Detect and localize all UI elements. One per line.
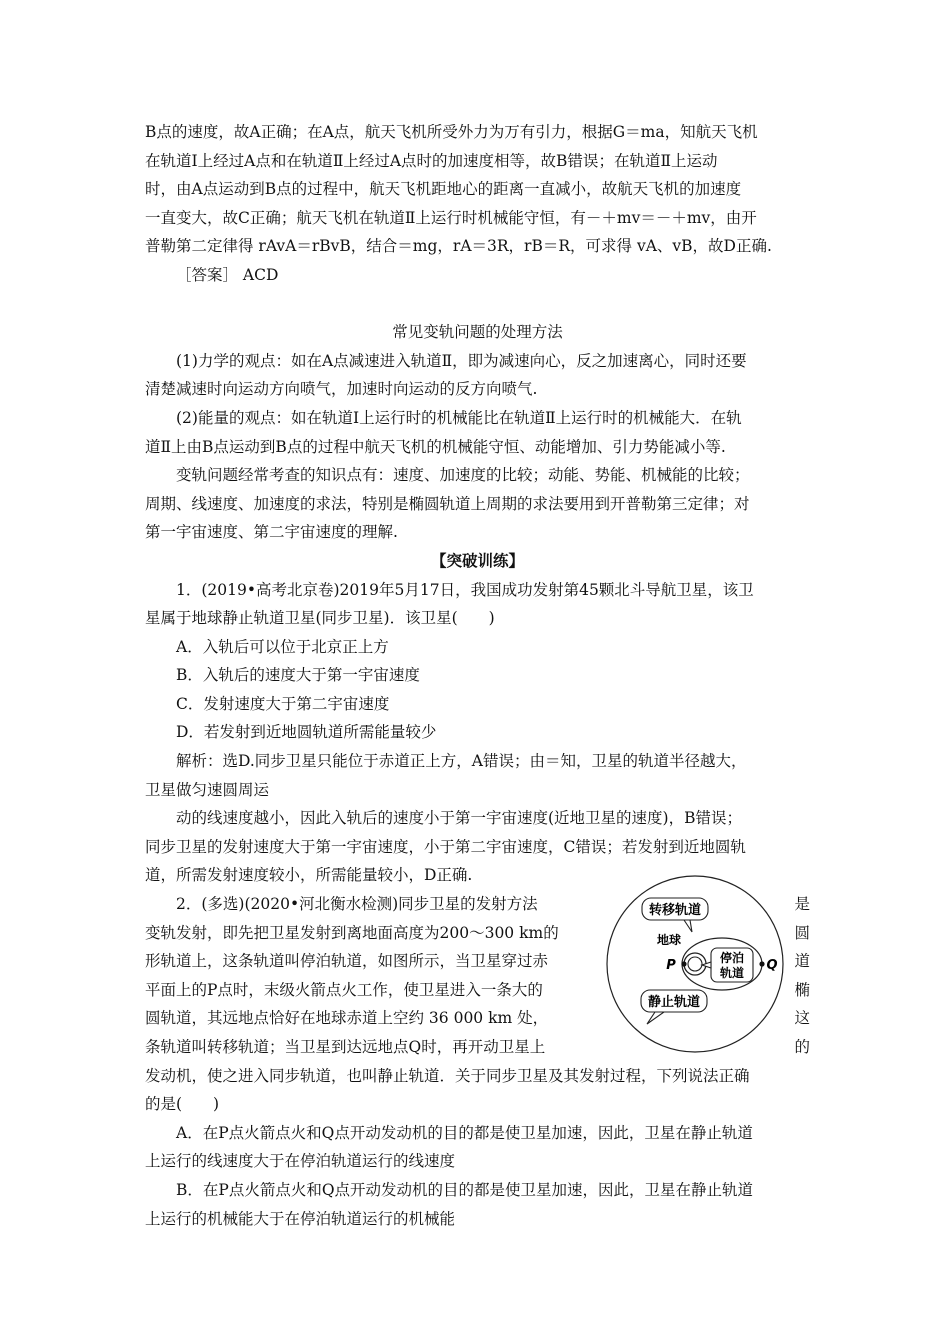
paragraph-1 bbox=[145, 118, 810, 261]
text-line: 清楚减速时向运动方向喷气，加速时向运动的反方向喷气. bbox=[145, 380, 538, 399]
option-b: B．入轨后的速度大于第一宇宙速度 bbox=[176, 666, 420, 685]
stem-right: 的 bbox=[794, 1038, 810, 1056]
label-p: P bbox=[666, 958, 676, 973]
analysis: 道，所需发射速度较小，所需能量较小，D正确. bbox=[145, 866, 473, 885]
question-stem: 的是( ) bbox=[145, 1095, 220, 1114]
analysis: 解析：选D.同步卫星只能位于赤道正上方，A错误；由＝知，卫星的轨道半径越大， bbox=[176, 752, 747, 771]
label-static-orbit: 静止轨道 bbox=[647, 995, 701, 1010]
stem-left: 平面上的P点时，末级火箭点火工作，使卫星进入一条大的 bbox=[145, 980, 543, 999]
point-p-dot bbox=[681, 961, 686, 966]
methods bbox=[145, 347, 810, 547]
transfer-callout-tail bbox=[684, 920, 692, 932]
option-a-cont: 上运行的线速度大于在停泊轨道运行的线速度 bbox=[145, 1152, 456, 1171]
question-stem: 发动机，使之进入同步轨道，也叫静止轨道．关于同步卫星及其发射过程，下列说法正确 bbox=[145, 1066, 750, 1085]
stem-right: 椭 bbox=[794, 980, 810, 999]
analysis: 卫星做匀速圆周运 bbox=[145, 780, 270, 799]
question-stem: 1．(2019•高考北京卷)2019年5月17日，我国成功发射第45颗北斗导航卫星，该卫 bbox=[176, 580, 754, 599]
label-q: Q bbox=[766, 958, 778, 973]
analysis: 动的线速度越小，因此入轨后的速度小于第一宇宙速度(近地卫星的速度)，B错误； bbox=[176, 809, 742, 828]
stem-left: 条轨道叫转移轨道；当卫星到达远地点Q时，再开动卫星上 bbox=[145, 1038, 546, 1056]
static-callout-tail bbox=[647, 1012, 664, 1024]
stem-right: 是 bbox=[794, 895, 810, 914]
section-title: 常见变轨问题的处理方法 bbox=[392, 323, 563, 342]
question-1 bbox=[145, 576, 810, 891]
stem-left: 形轨道上，这条轨道叫停泊轨道，如图所示，当卫星穿过赤 bbox=[145, 952, 549, 971]
orbit-diagram-svg bbox=[600, 872, 790, 1058]
option-a: A．入轨后可以位于北京正上方 bbox=[176, 637, 389, 656]
text-line: 道Ⅱ上由B点运动到B点的过程中航天飞机的机械能守恒、动能增加、引力势能减小等. bbox=[145, 437, 726, 456]
text-line: 时，由A点运动到B点的过程中，航天飞机距地心的距离一直减小，故航天飞机的加速度 bbox=[145, 180, 742, 199]
stem-right: 圆 bbox=[794, 923, 810, 942]
text-line: 周期、线速度、加速度的求法，特别是椭圆轨道上周期的求法要用到开普勒第三定律；对 bbox=[145, 494, 750, 513]
analysis: 同步卫星的发射速度大于第一宇宙速度，小于第二宇宙速度，C错误；若发射到近地圆轨 bbox=[145, 837, 746, 856]
document-page bbox=[145, 118, 810, 1233]
text-line: 在轨道Ⅰ上经过A点和在轨道Ⅱ上经过A点时的加速度相等，故B错误；在轨道Ⅱ上运动 bbox=[145, 151, 718, 170]
text-line: 第一宇宙速度、第二宇宙速度的理解. bbox=[145, 523, 398, 542]
training-title: 【突破训练】 bbox=[430, 550, 524, 570]
text-line: (2)能量的观点：如在轨道Ⅰ上运行时的机械能比在轨道Ⅱ上运行时的机械能大．在轨 bbox=[176, 408, 742, 427]
earth-circle bbox=[688, 957, 702, 971]
option-d: D．若发射到近地圆轨道所需能量较少 bbox=[176, 723, 437, 742]
question-stem: 星属于地球静止轨道卫星(同步卫星)．该卫星( ) bbox=[145, 609, 495, 628]
label-transfer-orbit: 转移轨道 bbox=[648, 903, 702, 918]
stem-left: 圆轨道，其远地点恰好在地球赤道上空约 36 000 km 处， bbox=[145, 1009, 549, 1028]
option-a: A．在P点火箭点火和Q点开动发动机的目的都是使卫星加速，因此，卫星在静止轨道 bbox=[176, 1123, 753, 1142]
option-b-cont: 上运行的机械能大于在停泊轨道运行的机械能 bbox=[145, 1209, 456, 1228]
text-line: (1)力学的观点：如在A点减速进入轨道Ⅱ，即为减速向心，反之加速离心，同时还要 bbox=[176, 351, 747, 370]
label-parking-1: 停泊 bbox=[719, 951, 745, 965]
stem-right: 道 bbox=[794, 952, 810, 971]
text-line: 一直变大，故C正确；航天飞机在轨道Ⅱ上运行时机械能守恒，有－＋mv＝－＋mv，由开 bbox=[145, 208, 757, 227]
label-parking-2: 轨道 bbox=[719, 966, 745, 980]
answer: ［答案］ ACD bbox=[176, 265, 279, 284]
text-line: B点的速度，故A正确；在A点，航天飞机所受外力为万有引力，根据G＝ma，知航天飞机 bbox=[145, 123, 758, 141]
option-b: B．在P点火箭点火和Q点开动发动机的目的都是使卫星加速，因此，卫星在静止轨道 bbox=[176, 1180, 754, 1199]
stem-right: 这 bbox=[794, 1009, 810, 1028]
option-c: C．发射速度大于第二宇宙速度 bbox=[176, 694, 390, 713]
point-q-dot bbox=[759, 961, 764, 966]
stem-left: 变轨发射，即先把卫星发射到离地面高度为200～300 km的 bbox=[145, 923, 559, 942]
stem-left: 2．(多选)(2020•河北衡水检测)同步卫星的发射方法 bbox=[176, 895, 538, 914]
orbit-diagram bbox=[600, 872, 790, 1058]
text-line: 变轨问题经常考查的知识点有：速度、加速度的比较；动能、势能、机械能的比较； bbox=[176, 466, 750, 485]
text-line: 普勒第二定律得 rAvA＝rBvB，结合＝mg，rA＝3R，rB＝R，可求得 vA、vB，故D正确. bbox=[145, 237, 772, 256]
label-earth: 地球 bbox=[656, 933, 682, 947]
